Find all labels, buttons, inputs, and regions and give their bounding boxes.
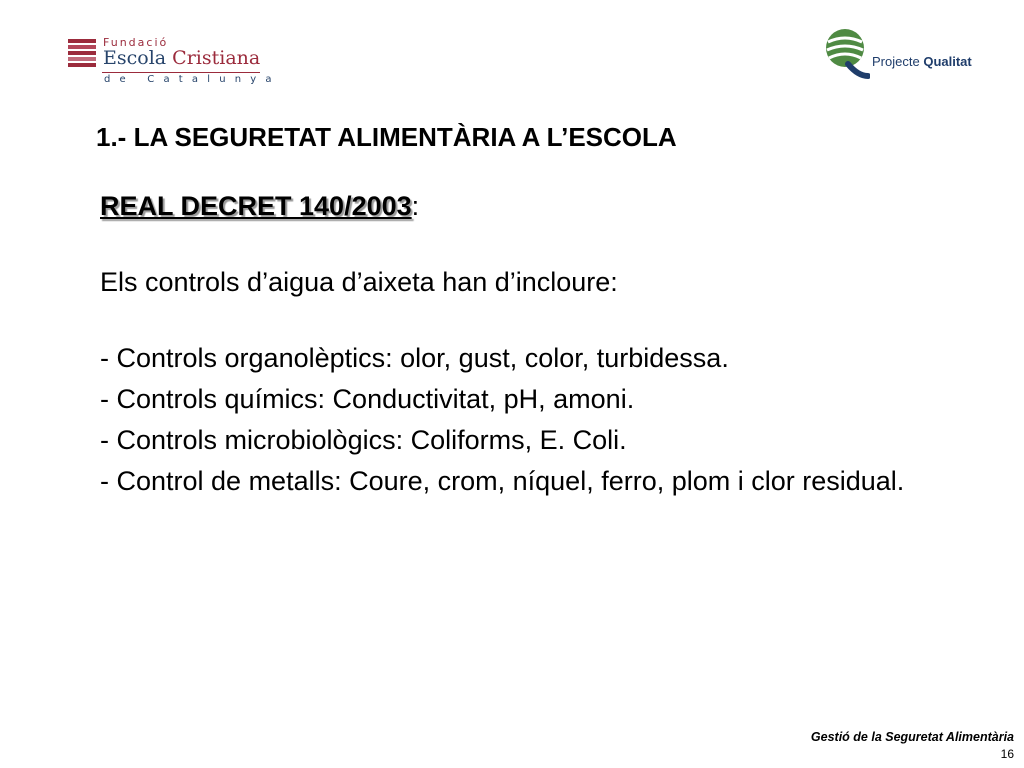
list-item: - Control de metalls: Coure, crom, níquel, ferro, plom i clor residual. xyxy=(100,466,905,496)
projecte-qualitat-logo xyxy=(824,26,984,82)
fundacio-emblem-icon xyxy=(68,39,96,69)
projecte-qualitat-wordmark xyxy=(872,54,972,69)
footer-title: Gestió de la Seguretat Alimentària xyxy=(810,730,1014,744)
fundacio-name-cristiana: Cristiana xyxy=(172,47,261,69)
qualitat-word: Qualitat xyxy=(923,54,972,69)
fundacio-name-escola: Escola xyxy=(103,47,167,69)
subheading-line xyxy=(100,186,970,227)
list-item: - Controls microbiològics: Coliforms, E. Coli. xyxy=(100,425,627,455)
subheading: REAL DECRET 140/2003 xyxy=(100,191,412,221)
projecte-qualitat-q-icon xyxy=(824,26,870,80)
subheading-colon: : xyxy=(411,191,420,221)
slide-title: 1.- LA SEGURETAT ALIMENTÀRIA A L’ESCOLA xyxy=(96,122,677,152)
fundacio-divider xyxy=(102,72,260,73)
intro-text: Els controls d’aigua d’aixeta han d’incloure: xyxy=(100,267,618,297)
fundacio-bottom-label: de Catalunya xyxy=(104,74,281,85)
fundacio-escola-cristiana-logo xyxy=(68,36,281,88)
fundacio-name xyxy=(103,47,260,69)
slide-body xyxy=(100,186,970,502)
controls-list xyxy=(100,338,970,502)
projecte-word: Projecte xyxy=(872,54,920,69)
fundacio-top-label: Fundació xyxy=(103,36,169,49)
page-number: 16 xyxy=(1000,747,1014,761)
list-item: - Controls químics: Conductivitat, pH, amoni. xyxy=(100,384,635,414)
list-item: - Controls organolèptics: olor, gust, color, turbidessa. xyxy=(100,343,729,373)
